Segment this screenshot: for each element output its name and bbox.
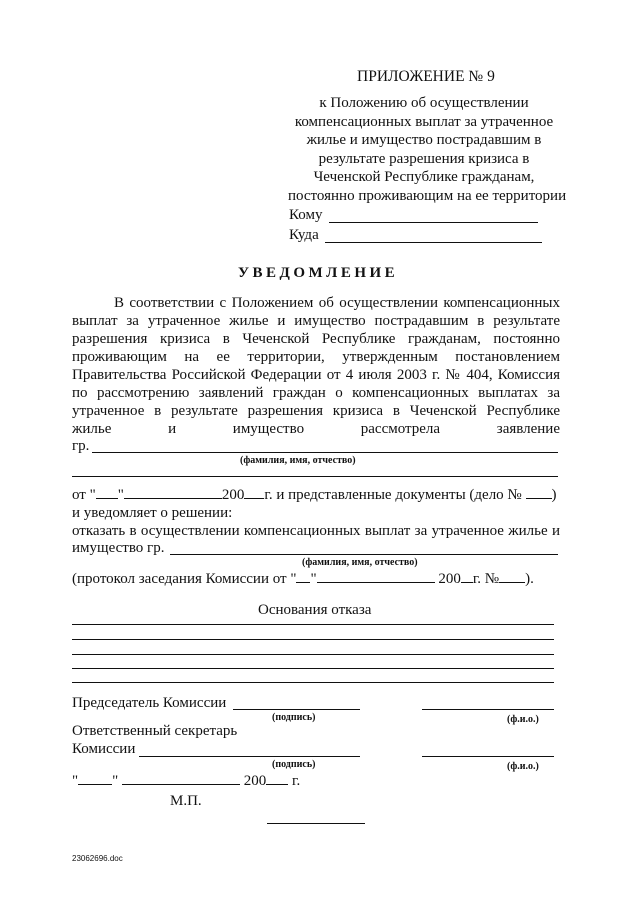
- stamp-place: М.П.: [170, 793, 202, 809]
- body-line: выплат за утраченное жилье и имущество пострадавшим в результате: [72, 313, 560, 329]
- protocol-prefix: (протокол заседания Комиссии от ": [72, 571, 297, 587]
- from-suffix: г. и представленные документы (дело №: [264, 487, 522, 503]
- from-year: 200: [221, 487, 245, 503]
- grounds-line[interactable]: [72, 682, 554, 683]
- date-open-quote: ": [72, 773, 79, 789]
- secretary-label-line2: Комиссии: [72, 741, 136, 757]
- where-field-line[interactable]: [325, 242, 542, 243]
- body-line: разрешения кризиса в Чеченской Республике гражданам, постоянно: [72, 331, 560, 347]
- protocol-quote-close: ": [310, 571, 317, 587]
- citizen-name-line[interactable]: [92, 452, 558, 453]
- name-caption: (ф.и.о.): [507, 714, 539, 725]
- fio-caption: (фамилия, имя, отчество): [240, 455, 356, 466]
- secretary-signature-line[interactable]: [139, 756, 360, 757]
- body-line: Правительства Российской Федерации от 4 июля 2003 г. № 404, Комиссия: [72, 367, 560, 383]
- body-line: проживающим на ее территории, утвержденным постановлением: [72, 349, 560, 365]
- case-number-blank[interactable]: [526, 486, 552, 499]
- grounds-line[interactable]: [72, 639, 554, 640]
- document-id: 23062696.doc: [72, 854, 123, 863]
- page-title: УВЕДОМЛЕНИЕ: [238, 265, 399, 281]
- refusal-line-2: имущество гр.: [72, 540, 165, 556]
- secretary-name-line[interactable]: [422, 756, 554, 757]
- chairman-label: Председатель Комиссии: [72, 695, 227, 711]
- grounds-line[interactable]: [72, 668, 554, 669]
- grounds-line[interactable]: [72, 654, 554, 655]
- protocol-line: [72, 570, 534, 588]
- citizen-prefix: гр.: [72, 438, 90, 454]
- annex-number: ПРИЛОЖЕНИЕ № 9: [357, 68, 495, 85]
- date-close-quote: ": [112, 773, 119, 789]
- body-line: утраченное в результате разрешения кризиса в Чеченской Республике: [72, 403, 560, 419]
- protocol-month-blank[interactable]: [317, 570, 435, 583]
- annex-line: жилье и имущество пострадавшим в: [306, 132, 542, 148]
- protocol-year: 200: [438, 571, 461, 587]
- month-blank[interactable]: [124, 486, 222, 499]
- refusal-line: отказать в осуществлении компенсационных выплат за утраченное жилье и: [72, 523, 560, 539]
- annex-line: к Положению об осуществлении: [319, 95, 529, 111]
- protocol-close: ).: [525, 571, 534, 587]
- date-month-blank[interactable]: [122, 772, 240, 785]
- grounds-title: Основания отказа: [258, 602, 372, 618]
- annex-line: компенсационных выплат за утраченное: [294, 113, 554, 130]
- body-line: по рассмотрению заявлений граждан о компенсационных выплатах за: [72, 385, 560, 401]
- to-label: Кому: [289, 207, 323, 223]
- protocol-number-blank[interactable]: [499, 570, 525, 583]
- date-year-blank[interactable]: [266, 772, 288, 785]
- annex-line: постоянно проживающим на ее территории: [288, 187, 567, 204]
- name-caption: (ф.и.о.): [507, 761, 539, 772]
- date-year: 200: [243, 773, 267, 789]
- signature-caption: (подпись): [272, 759, 316, 770]
- to-field-line[interactable]: [329, 222, 538, 223]
- protocol-g: г. №: [472, 571, 500, 587]
- quote-close: ": [117, 487, 124, 503]
- chairman-name-line[interactable]: [422, 709, 554, 710]
- body-line: В соответствии с Положением об осуществлении компенсационных: [114, 295, 560, 311]
- date-g: г.: [292, 773, 301, 789]
- from-date-line: [72, 486, 557, 504]
- sign-date-line: [72, 772, 300, 790]
- secretary-label-line1: Ответственный секретарь: [72, 723, 238, 739]
- annex-line: результате разрешения кризиса в: [318, 150, 530, 167]
- year-blank[interactable]: [244, 486, 264, 499]
- annex-reference: [288, 94, 567, 205]
- grounds-line[interactable]: [72, 624, 554, 625]
- refusal-name-line[interactable]: [170, 554, 558, 555]
- fio-caption: (фамилия, имя, отчество): [302, 557, 418, 568]
- day-blank[interactable]: [96, 486, 118, 499]
- notifies-text: и уведомляет о решении:: [72, 505, 233, 521]
- protocol-year-blank[interactable]: [461, 570, 473, 583]
- chairman-signature-line[interactable]: [233, 709, 360, 710]
- from-prefix: от ": [72, 487, 96, 503]
- signature-caption: (подпись): [272, 712, 316, 723]
- body-line: жилье и имущество рассмотрела заявление: [72, 421, 560, 437]
- annex-line: Чеченской Республике гражданам,: [313, 169, 535, 185]
- where-label: Куда: [289, 227, 319, 243]
- bottom-line[interactable]: [267, 823, 365, 824]
- date-day-blank[interactable]: [78, 772, 112, 785]
- protocol-day-blank[interactable]: [296, 570, 310, 583]
- paren-close: ): [551, 487, 557, 503]
- citizen-name-line-2[interactable]: [72, 476, 558, 477]
